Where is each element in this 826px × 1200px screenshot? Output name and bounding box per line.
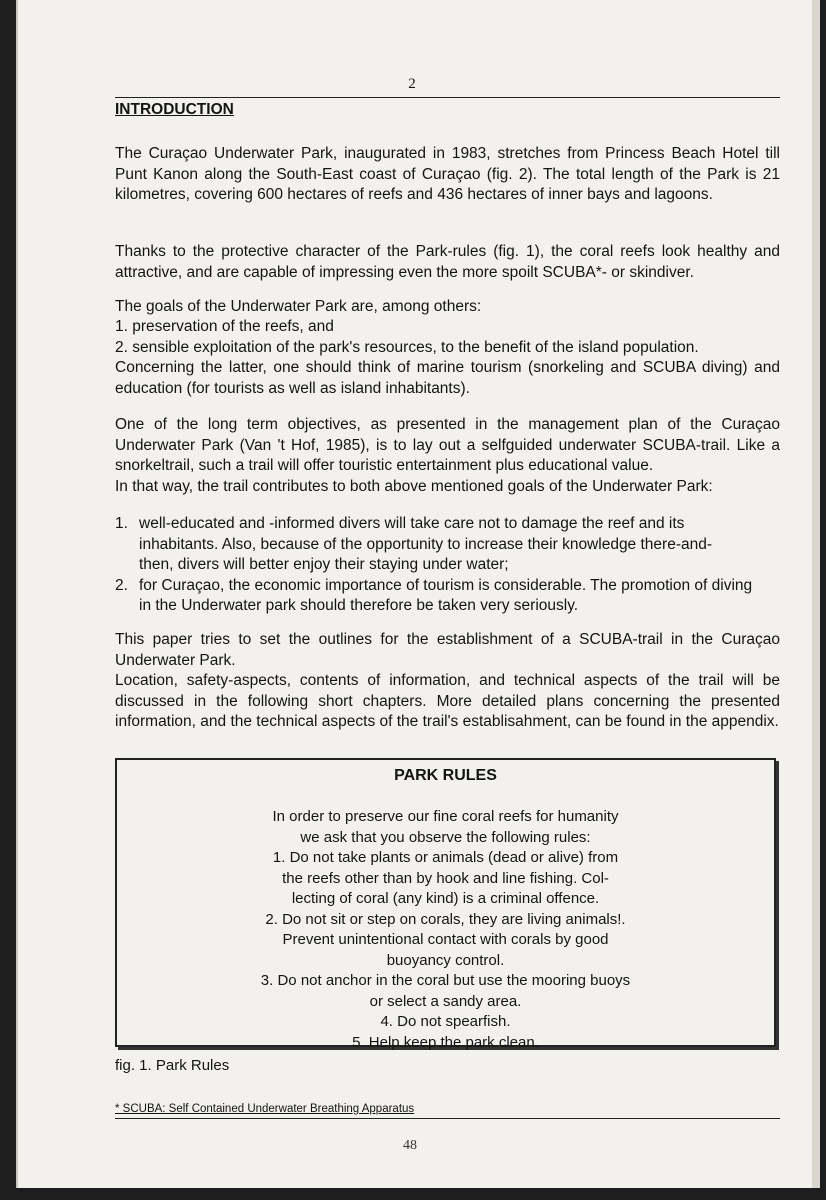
park-rules-title: PARK RULES xyxy=(394,767,497,784)
paragraph: This paper tries to set the outlines for the establishment of a SCUBA-trail in the Curaçao Underwater Park. xyxy=(115,631,780,669)
park-rules-text xyxy=(117,807,774,1053)
rule-line: lecting of coral (any kind) is a criminal offence. xyxy=(291,890,600,907)
rule-line: In order to preserve our fine coral reefs for humanity xyxy=(272,808,619,825)
paragraph: Thanks to the protective character of the Park-rules (fig. 1), the coral reefs look healthy and attractive, and are capable of impressing even the more spoilt SCUBA*- or skindiver. xyxy=(115,243,780,281)
rule-line: the reefs other than by hook and line fishing. Col- xyxy=(282,869,609,887)
list-number: 2. xyxy=(115,576,128,594)
page-number-top: 2 xyxy=(408,76,416,92)
paragraph: 1. preservation of the reefs, and xyxy=(115,318,334,335)
paragraph: Location, safety-aspects, contents of information, and technical aspects of the trail will be discussed in the following short chapters. More detailed plans concerning the presented information, and the technical aspects of the trail's establisahment, can be found in the appendix. xyxy=(115,672,780,731)
paragraph: The Curaçao Underwater Park, inaugurated in 1983, stretches from Princess Beach Hotel till Punt Kanon along the South-East coast of Curaçao (fig. 2). The total length of the Park is 21 kilometres, covering 600 hectares of reefs and 436 hectares of inner bays and lagoons. xyxy=(115,145,780,204)
paragraph: 2. sensible exploitation of the park's resources, to the benefit of the island population. xyxy=(115,339,699,356)
rule-line: 1. Do not take plants or animals (dead or alive) from xyxy=(272,849,619,866)
figure-caption: fig. 1. Park Rules xyxy=(115,1057,230,1074)
rule-line: we ask that you observe the following rules: xyxy=(300,828,591,846)
page-edge xyxy=(812,0,820,1188)
document-page xyxy=(16,0,820,1188)
header-rule xyxy=(115,97,780,98)
rule-line: or select a sandy area. xyxy=(369,992,522,1010)
list-number: 1. xyxy=(115,515,128,532)
list-item xyxy=(115,576,780,617)
footnote-rule xyxy=(115,1118,780,1119)
rule-line: 3. Do not anchor in the coral but use the mooring buoys xyxy=(260,972,631,989)
goals-list xyxy=(115,514,780,617)
footnote: * SCUBA: Self Contained Underwater Breathing Apparatus xyxy=(115,1103,415,1115)
paragraph: In that way, the trail contributes to both above mentioned goals of the Underwater Park: xyxy=(115,478,713,495)
list-text: well-educated and -informed divers will take care not to damage the reef and its inhabitants. Also, because of the opportunity to increase their knowledge there-and-then, divers will better enjoy their staying under water; xyxy=(139,515,713,574)
rule-line: 5. Help keep the park clean. xyxy=(352,1033,539,1051)
paragraph: One of the long term objectives, as presented in the management plan of the Curaçao Underwater Park (Van 't Hof, 1985), is to lay out a selfguided underwater SCUBA-trail. Like a snorkeltrail, such a trail will offer touristic entertainment plus educational value. xyxy=(115,416,780,475)
page-number-bottom: 48 xyxy=(403,1138,417,1153)
rule-line: buoyancy control. xyxy=(386,951,505,969)
paragraph: The goals of the Underwater Park are, among others: xyxy=(115,298,482,315)
rule-line: 2. Do not sit or step on corals, they are living animals!. xyxy=(265,910,626,928)
rule-line: 4. Do not spearfish. xyxy=(380,1013,511,1030)
section-heading: INTRODUCTION xyxy=(115,101,234,118)
rule-line: Prevent unintentional contact with corals by good xyxy=(282,931,609,948)
park-rules-box xyxy=(115,758,776,1051)
list-item xyxy=(115,514,780,576)
list-text: for Curaçao, the economic importance of tourism is considerable. The promotion of diving in the Underwater park should therefore be taken very seriously. xyxy=(139,576,753,615)
paragraph: Concerning the latter, one should think of marine tourism (snorkeling and SCUBA diving) and education (for tourists as well as island inhabitants). xyxy=(115,359,780,397)
